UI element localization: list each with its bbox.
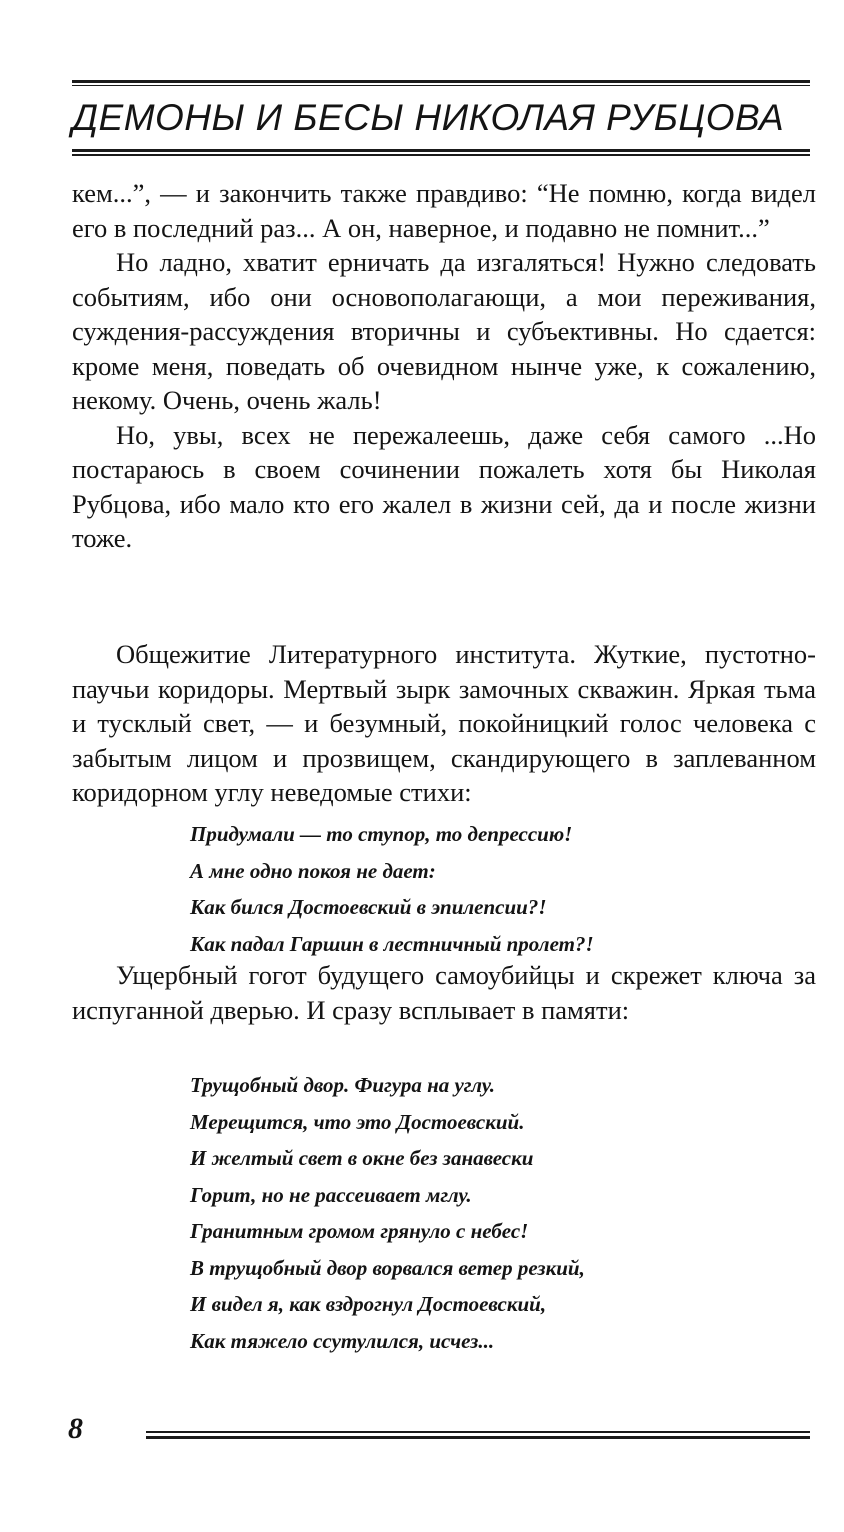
verse-line: Придумали — то ступор, то депрессию! xyxy=(190,822,573,846)
text-block-1 xyxy=(72,176,816,556)
verse-line: И желтый свет в окне без занавески xyxy=(190,1146,534,1170)
running-title: ДЕМОНЫ И БЕСЫ НИКОЛАЯ РУБЦОВА xyxy=(72,97,785,138)
header-rule-bottom-thin xyxy=(72,154,810,156)
footer-rule-top xyxy=(146,1431,810,1433)
verse-quote-1 xyxy=(190,816,810,962)
paragraph: Но ладно, хватит ерничать да изгаляться! Нужно следовать событиям, ибо они основополагающи, а мои переживания, суждения-рассуждения вторичны и субъективны. Но сдается: кроме меня, поведать об очевидном нынче уже, к сожалению, некому. Очень, очень жаль! xyxy=(72,247,816,415)
verse-line: Гранитным громом грянуло с небес! xyxy=(190,1219,529,1243)
header-rule-bottom xyxy=(72,149,810,152)
page-number: 8 xyxy=(68,1412,83,1445)
header-rule-top xyxy=(72,80,810,83)
verse-line: Трущобный двор. Фигура на углу. xyxy=(190,1073,496,1097)
text-block-3 xyxy=(72,958,816,1027)
paragraph-continuation: кем...”, — и закончить также правдиво: “Не помню, когда видел его в последний раз... А он, наверное, и подавно не помнит...” xyxy=(72,178,816,243)
paragraph: Ущербный гогот будущего самоубийцы и скрежет ключа за испуганной дверью. И сразу всплывает в памяти: xyxy=(72,960,816,1025)
verse-line: И видел я, как вздрогнул Достоевский, xyxy=(190,1292,547,1316)
verse-line: Мерещится, что это Достоевский. xyxy=(190,1109,525,1134)
verse-line: Горит, но не рассеивает мглу. xyxy=(190,1182,472,1207)
verse-line: Как тяжело ссутулился, исчез... xyxy=(190,1328,495,1353)
footer-rule-bottom xyxy=(146,1436,810,1439)
verse-line: В трущобный двор ворвался ветер резкий, xyxy=(190,1255,585,1280)
verse-line: Как бился Достоевский в эпилепсии?! xyxy=(190,895,547,919)
header-rule-top-thin xyxy=(72,85,810,86)
verse-line: Как падал Гаршин в лестничный пролет?! xyxy=(190,931,594,956)
text-block-2 xyxy=(72,637,816,810)
verse-line: А мне одно покоя не дает: xyxy=(190,858,436,883)
verse-quote-2 xyxy=(190,1067,810,1359)
paragraph: Но, увы, всех не пережалеешь, даже себя самого ...Но постараюсь в своем сочинении пожалеть хотя бы Николая Рубцова, ибо мало кто его жалел в жизни сей, да и после жизни тоже. xyxy=(72,419,816,553)
paragraph: Общежитие Литературного института. Жуткие, пустотно-паучьи коридоры. Мертвый зырк замочных скважин. Яркая тьма и тусклый свет, — и безумный, покойницкий голос человека с забытым лицом и прозвищем, скандирующего в заплеванном коридорном углу неведомые стихи: xyxy=(72,639,816,807)
